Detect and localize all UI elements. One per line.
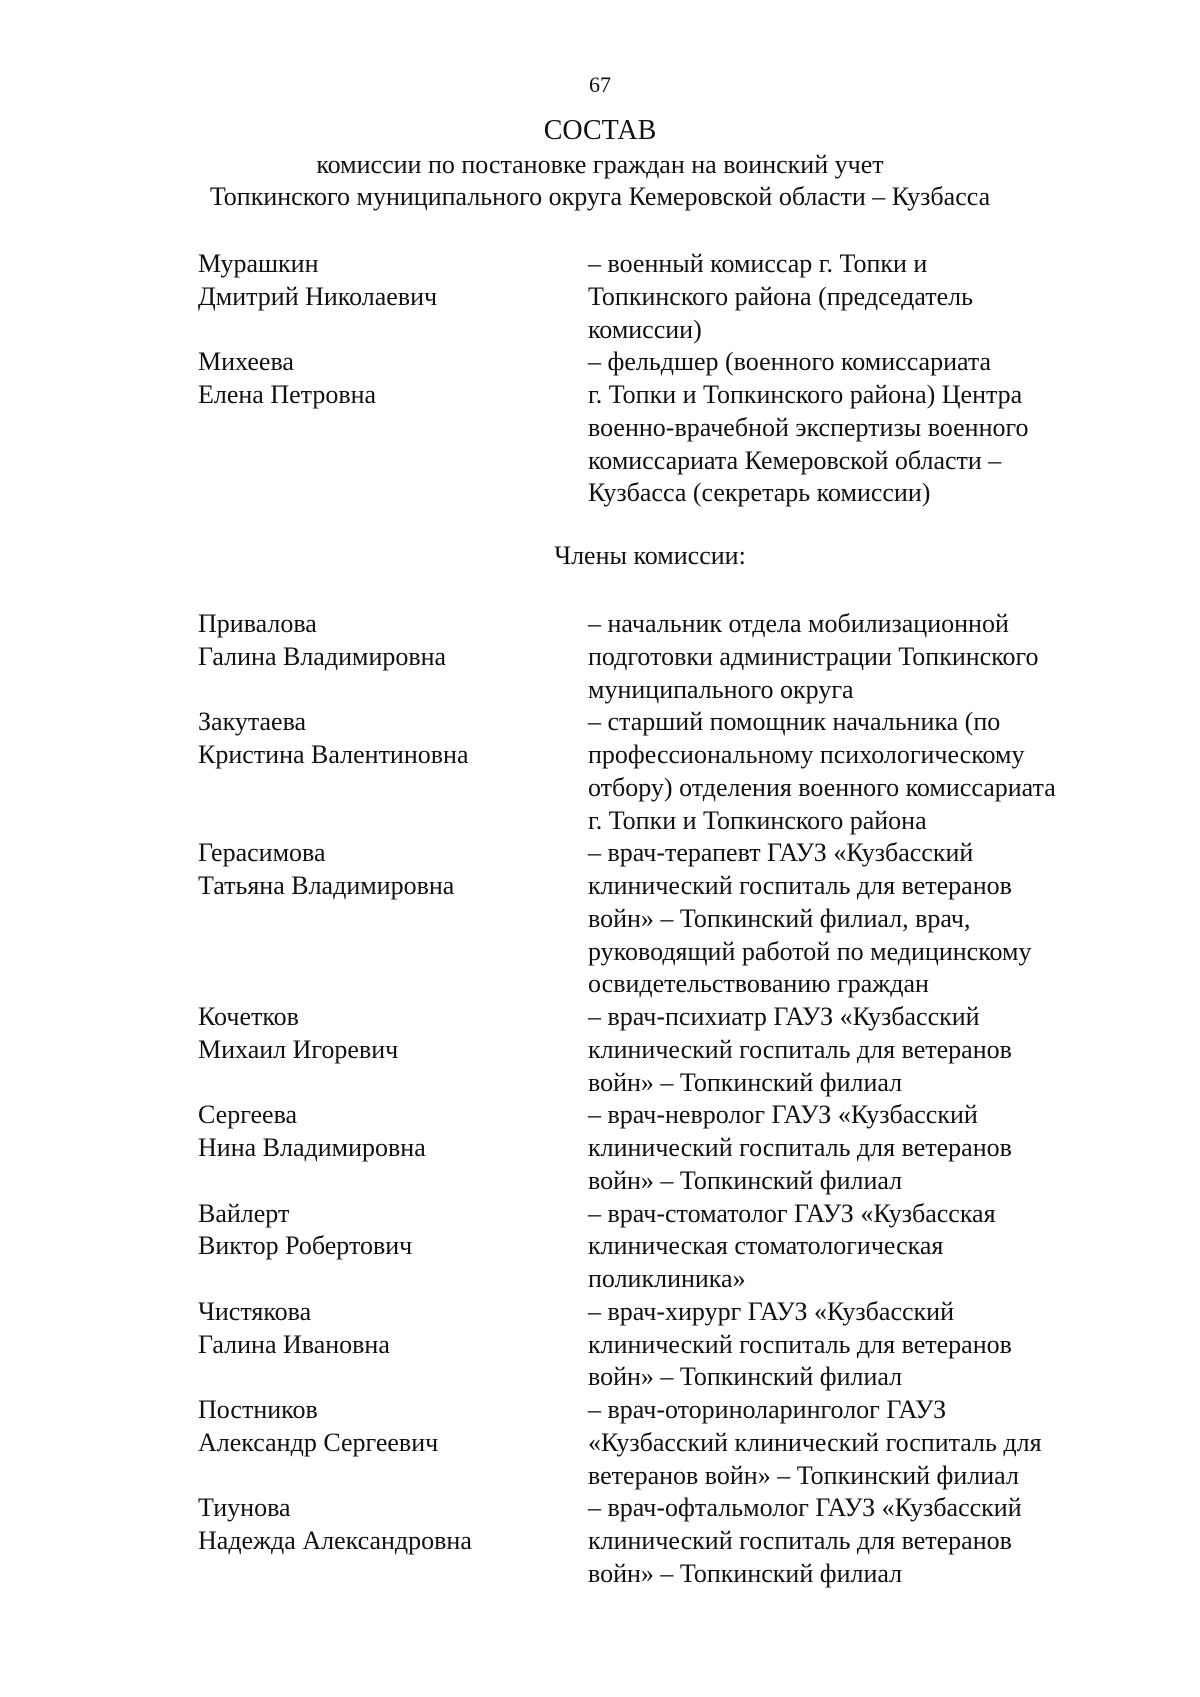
list-item [198,1001,1148,1099]
document-title: СОСТАВ [543,115,657,146]
list-item [198,837,1148,1001]
person-name: Михеева Елена Петровна [198,347,377,409]
page-number: 67 [589,72,611,97]
list-item [198,1099,1148,1197]
person-name: Чистякова Галина Ивановна [198,1296,390,1359]
person-role: – старший помощник начальника (по профессиональному психологическому отбору) отделения военного комиссариата г. Топки и Топкинского района [588,707,1056,835]
person-role: – фельдшер (военного комиссариата г. Топки и Топкинского района) Центра военно-врачебной экспертизы военного комиссариата Кемеровской области – Кузбасса (секретарь комиссии) [588,347,1029,508]
person-name: Сергеева Нина Владимировна [198,1100,426,1162]
person-name: Мурашкин Дмитрий Николаевич [198,249,438,311]
person-role: – врач-офтальмолог ГАУЗ «Кузбасский клинический госпиталь для ветеранов войн» – Топкинский филиал [588,1493,1022,1588]
person-role: – врач-хирург ГАУЗ «Кузбасский клинический госпиталь для ветеранов войн» – Топкинский филиал [588,1296,1012,1392]
list-item [198,706,1148,837]
person-role: – врач-терапевт ГАУЗ «Кузбасский клинический госпиталь для ветеранов войн» – Топкинский филиал, врач, руководящий работой по медицинскому освидетельствованию граждан [588,838,1032,999]
person-name: Вайлерт Виктор Робертович [198,1198,413,1261]
list-item [198,1296,1148,1394]
person-name: Закутаева Кристина Валентиновна [198,707,469,769]
person-name: Кочетков Михаил Игоревич [198,1002,399,1064]
list-item [198,608,1148,706]
person-role: – врач-психиатр ГАУЗ «Кузбасский клинический госпиталь для ветеранов войн» – Топкинский филиал [588,1002,1012,1097]
person-role: – начальник отдела мобилизационной подготовки администрации Топкинского муниципального округа [588,609,1039,704]
list-item [198,248,1148,346]
document-subtitle-line-1: комиссии по постановке граждан на воинский учет [316,150,884,179]
members-list [198,608,1148,1591]
list-item [198,346,1148,510]
list-item [198,1394,1148,1492]
person-name: Тиунова Надежда Александровна [198,1493,472,1555]
list-item [198,1492,1148,1590]
person-role: – врач-невролог ГАУЗ «Кузбасский клинический госпиталь для ветеранов войн» – Топкинский филиал [588,1100,1012,1195]
person-role: – врач-стоматолог ГАУЗ «Кузбасская клиническая стоматологическая поликлиника» [588,1198,996,1293]
document-subtitle-line-2: Топкинского муниципального округа Кемеровской области – Кузбасса [209,182,991,211]
person-name: Герасимова Татьяна Владимировна [198,838,455,900]
leadership-list [198,248,1148,510]
person-role: – военный комиссар г. Топки и Топкинского района (председатель комиссии) [588,249,973,344]
list-item [198,1198,1148,1296]
person-name: Привалова Галина Владимировна [198,609,447,671]
members-heading: Члены комиссии: [554,541,746,570]
person-role: – врач-оториноларинголог ГАУЗ «Кузбасский клинический госпиталь для ветеранов войн» – Топкинский филиал [588,1395,1042,1490]
person-name: Постников Александр Сергеевич [198,1395,439,1457]
